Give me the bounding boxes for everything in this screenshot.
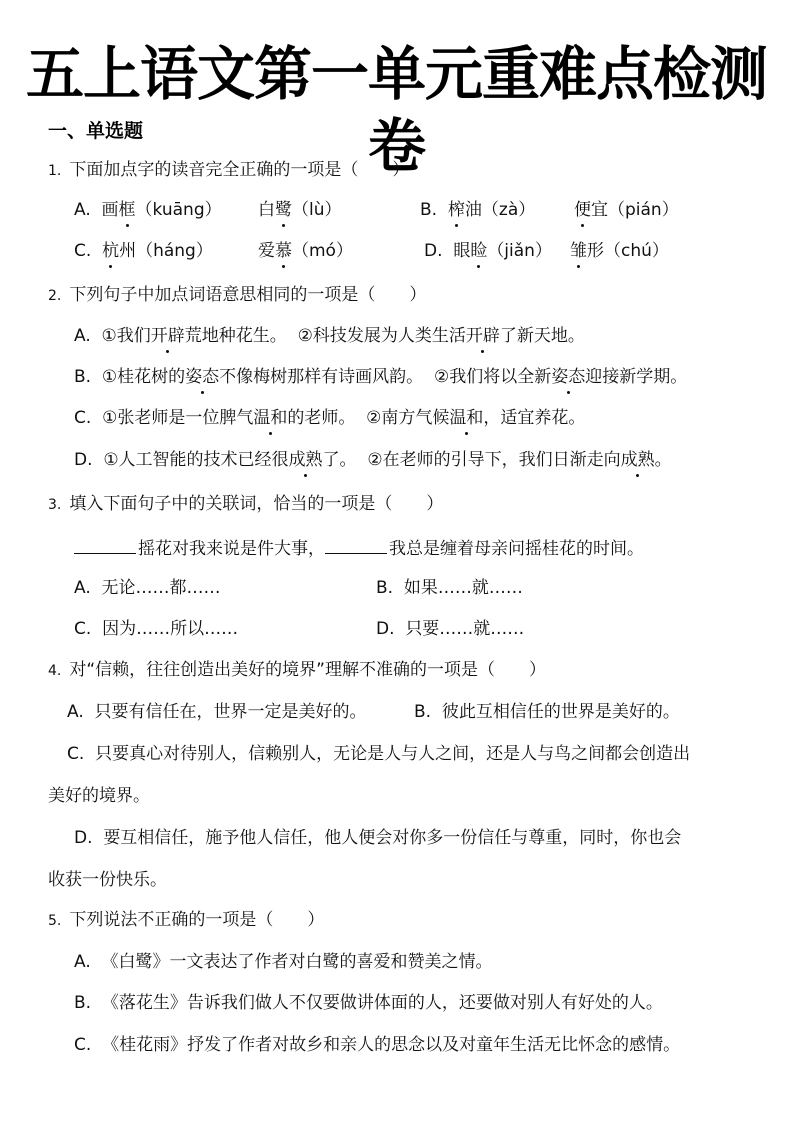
pinyin: （jiǎn） (487, 241, 552, 261)
option-text: 《落花生》告诉我们做人不仅要做讲体面的人，还要做对别人有好处的人。 (101, 993, 663, 1013)
pinyin: （chú） (604, 241, 669, 261)
question-3-stem (48, 492, 443, 517)
sentence-text: ②科技发展为人类生活 (297, 326, 466, 346)
option-a-word-2 (258, 198, 342, 222)
question-3-sentence (74, 535, 644, 561)
question-1-options-row-1 (74, 198, 774, 222)
option-d-continuation (48, 868, 167, 892)
option-label: D. (376, 619, 395, 639)
word-part: 眼 (453, 241, 471, 261)
sentence-text: 的老师。 (287, 408, 356, 428)
option-label: D. (424, 241, 443, 261)
sentence-text: 摇花对我来说是件大事， (138, 539, 325, 559)
dotted-word: 开辟 (465, 326, 500, 346)
fill-blank-2[interactable] (325, 535, 387, 554)
option-label: B. (376, 578, 394, 598)
sentence-text: ②南方气候 (366, 408, 450, 428)
option-d[interactable] (74, 826, 681, 850)
sentence-text: 荒地种花生。 (184, 326, 287, 346)
option-label: A. (74, 952, 91, 972)
fill-blank-1[interactable] (74, 535, 136, 554)
option-label: B. (420, 200, 438, 220)
sentence-text: 我总是缠着母亲问摇桂花的时间。 (389, 539, 644, 559)
option-d[interactable] (376, 617, 524, 641)
option-a[interactable] (74, 576, 221, 600)
dotted-word: 开辟 (150, 326, 185, 346)
option-text: 只要……就…… (405, 619, 525, 639)
option-text: 收获一份快乐。 (48, 870, 167, 890)
option-c[interactable] (74, 1033, 680, 1057)
question-text: 下列说法不正确的一项是（ ） (69, 910, 325, 930)
pinyin: （mó） (292, 241, 353, 261)
option-b[interactable] (414, 700, 680, 724)
question-text: 下面加点字的读音完全正确的一项是（ ） (69, 160, 410, 180)
dotted-word: 姿态 (551, 367, 586, 387)
option-c[interactable] (74, 617, 238, 641)
option-text: 如果……就…… (403, 578, 523, 598)
dotted-word: 温和 (449, 408, 484, 428)
option-label: D. (74, 450, 93, 470)
pinyin: （lù） (292, 200, 342, 220)
pinyin: （háng） (136, 241, 213, 261)
sentence-text: ①桂花树的 (101, 367, 186, 387)
dotted-char: 榨 (447, 200, 465, 220)
question-number: 5. (48, 913, 62, 929)
dotted-char: 框 (118, 200, 136, 220)
option-label: B. (74, 367, 92, 387)
option-text: 只要真心对待别人，信赖别人，无论是人与人之间，还是人与鸟之间都会创造出 (95, 744, 691, 764)
option-b[interactable] (376, 576, 523, 600)
word-part: 油 (464, 200, 482, 220)
option-b[interactable] (74, 365, 687, 389)
word-part: 州 (119, 241, 137, 261)
option-c-continuation (48, 784, 150, 808)
option-b[interactable] (74, 991, 663, 1015)
option-label: A. (74, 200, 91, 220)
sentence-text: ②我们将以全新 (433, 367, 552, 387)
question-text: 对“信赖，往往创造出美好的境界”理解不准确的一项是（ ） (69, 660, 546, 680)
question-number: 2. (48, 288, 62, 304)
option-d[interactable] (74, 448, 672, 472)
question-1-stem (48, 158, 409, 183)
sentence-text: ①张老师是一位脾气 (102, 408, 254, 428)
option-d[interactable] (424, 239, 552, 263)
pinyin: （kuāng） (135, 200, 222, 220)
option-label: A. (74, 326, 91, 346)
option-label: C. (67, 744, 85, 764)
option-label: A. (74, 578, 91, 598)
option-a[interactable] (74, 198, 222, 222)
sentence-text: 了新天地。 (499, 326, 585, 346)
option-a[interactable] (67, 700, 367, 724)
pinyin: （zà） (481, 200, 536, 220)
question-1-options-row-2 (74, 239, 774, 263)
question-number: 1. (48, 163, 62, 179)
dotted-word: 温和 (253, 408, 288, 428)
option-label: B. (74, 993, 92, 1013)
dotted-char: 雏 (570, 241, 587, 261)
dotted-char: 鹭 (275, 200, 292, 220)
pinyin: （pián） (608, 200, 679, 220)
option-text: 《白鹭》一文表达了作者对白鹭的喜爱和赞美之情。 (101, 952, 493, 972)
question-text: 下列句子中加点词语意思相同的一项是（ ） (69, 285, 427, 305)
dotted-word: 成熟 (288, 450, 323, 470)
option-text: 《桂花雨》抒发了作者对故乡和亲人的思念以及对童年生活无比怀念的感情。 (102, 1035, 681, 1055)
option-d-word-2 (570, 239, 669, 263)
sentence-text: 。 (654, 450, 672, 470)
question-text: 填入下面句子中的关联词，恰当的一项是（ ） (69, 494, 444, 514)
dotted-word: 成熟 (620, 450, 655, 470)
option-label: C. (74, 1035, 92, 1055)
dotted-word: 姿态 (185, 367, 220, 387)
sentence-text: ①人工智能的技术已经很 (103, 450, 289, 470)
option-label: C. (74, 408, 92, 428)
option-text: 只要有信任在，世界一定是美好的。 (94, 702, 367, 722)
option-c[interactable] (74, 406, 585, 430)
option-text: 美好的境界。 (48, 786, 150, 806)
sentence-text: 不像梅树那样有诗画风韵。 (219, 367, 424, 387)
word-part: 宜 (591, 200, 608, 220)
document-title: 五上语文第一单元重难点检测卷 (25, 40, 767, 180)
option-label: C. (74, 619, 92, 639)
dotted-char: 杭 (102, 241, 120, 261)
option-a[interactable] (74, 324, 585, 348)
option-label: A. (67, 702, 84, 722)
dotted-char: 慕 (275, 241, 292, 261)
dotted-char: 睑 (470, 241, 488, 261)
option-label: C. (74, 241, 92, 261)
word-part: 爱 (258, 241, 275, 261)
option-c[interactable] (74, 239, 213, 263)
sentence-text: 了。 (322, 450, 357, 470)
word-part: 形 (587, 241, 604, 261)
question-number: 3. (48, 497, 62, 513)
sentence-text: ，适宜养花。 (483, 408, 586, 428)
word-part: 画 (101, 200, 119, 220)
option-text: 彼此互相信任的世界是美好的。 (441, 702, 680, 722)
option-label: D. (74, 828, 93, 848)
word-part: 白 (258, 200, 275, 220)
option-c[interactable] (67, 742, 690, 766)
option-text: 因为……所以…… (102, 619, 239, 639)
sentence-text: 迎接新学期。 (585, 367, 688, 387)
option-a[interactable] (74, 950, 493, 974)
dotted-char: 便 (574, 200, 591, 220)
option-b-word-2 (574, 198, 679, 222)
option-c-word-2 (258, 239, 353, 263)
question-2-stem (48, 283, 426, 308)
question-5-stem (48, 908, 324, 933)
sentence-text: ①我们 (101, 326, 151, 346)
option-label: B. (414, 702, 432, 722)
section-heading: 一、单选题 (48, 120, 144, 142)
question-number: 4. (48, 663, 62, 679)
question-4-stem (48, 658, 546, 683)
sentence-text: ②在老师的引导下，我们日渐走向 (367, 450, 621, 470)
option-text: 要互相信任，施予他人信任，他人便会对你多一份信任与尊重，同时，你也会 (103, 828, 682, 848)
option-text: 无论……都…… (101, 578, 221, 598)
option-b[interactable] (420, 198, 535, 222)
